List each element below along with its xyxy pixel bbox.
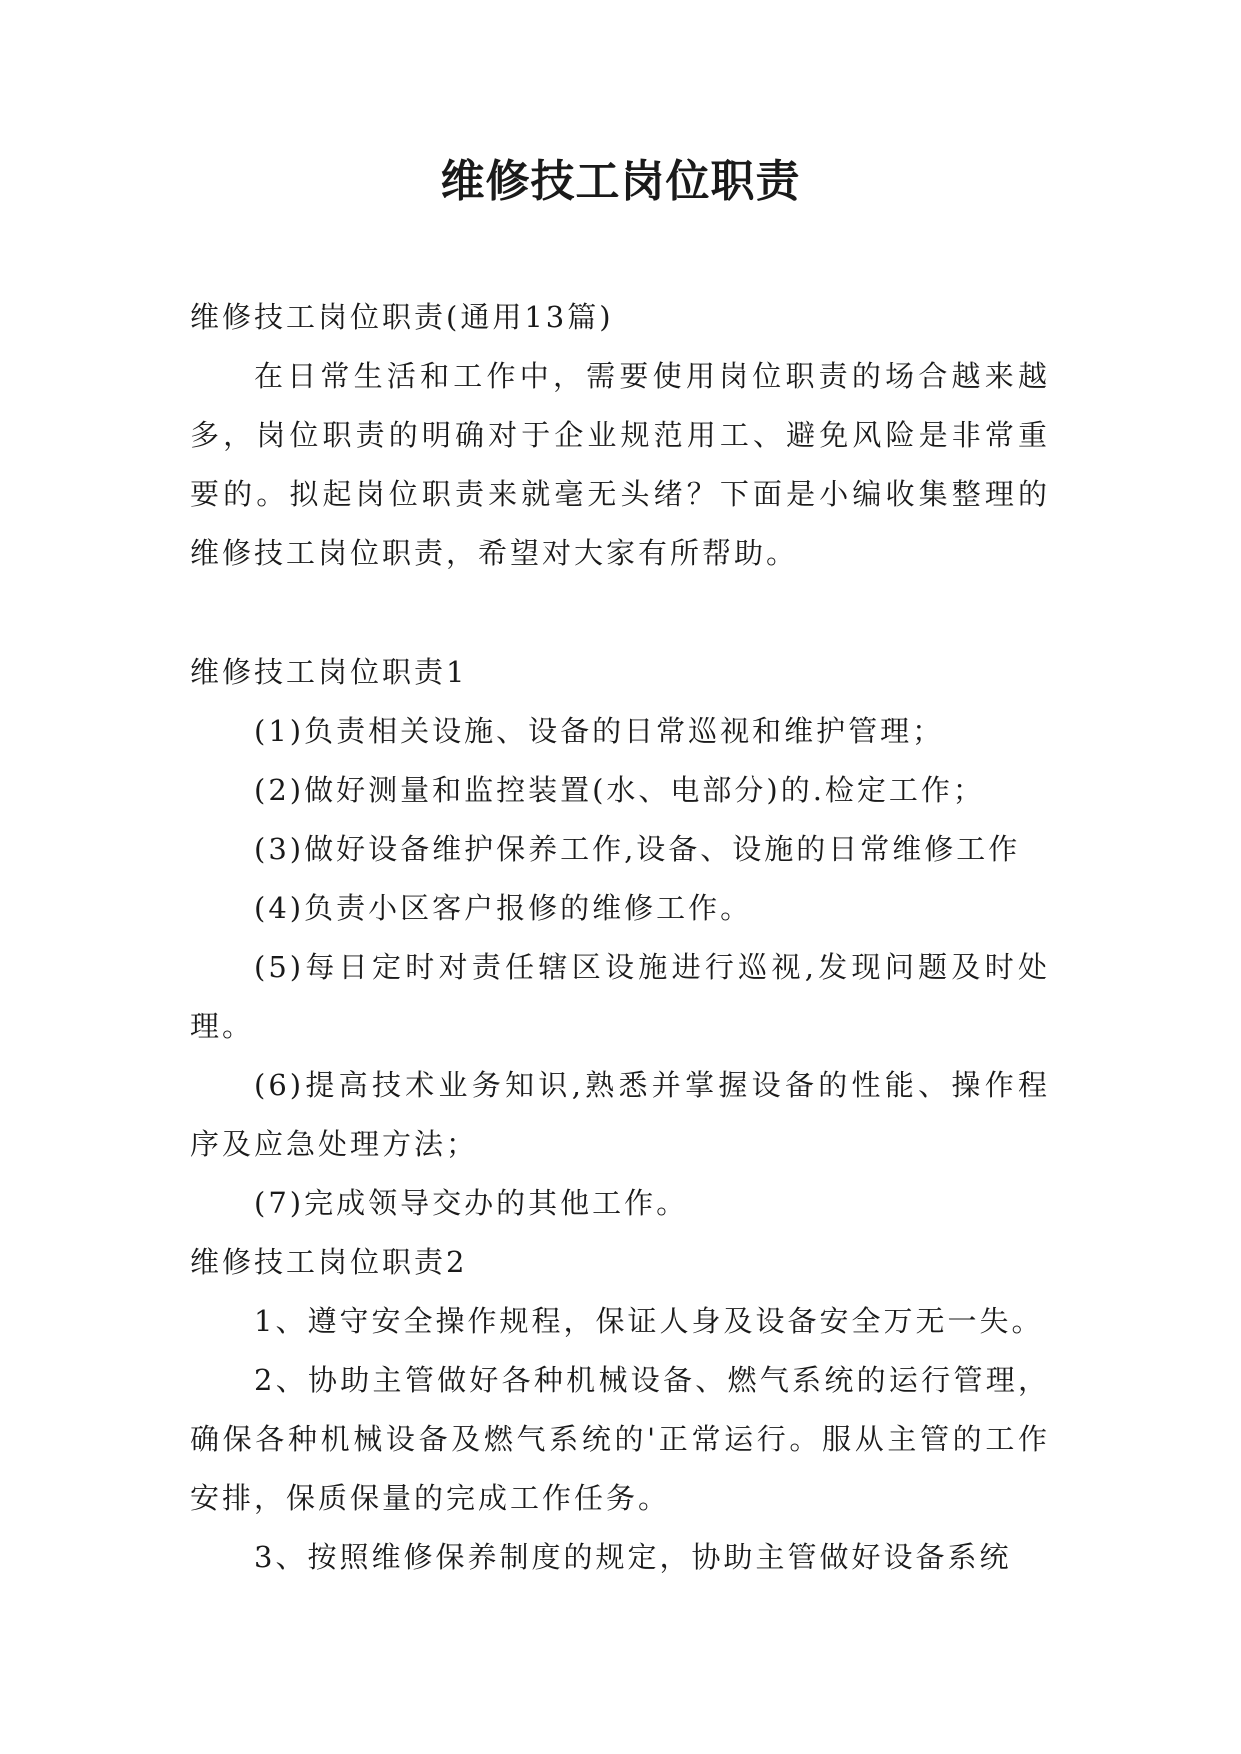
duty-item: 1、遵守安全操作规程，保证人身及设备安全万无一失。 [254,1304,1044,1338]
duty-item: (5)每日定时对责任辖区设施进行巡视,发现问题及时处理。 [190,950,1050,1043]
intro-paragraph: 在日常生活和工作中，需要使用岗位职责的场合越来越多，岗位职责的明确对于企业规范用工、避免风险是非常重要的。拟起岗位职责来就毫无头绪？下面是小编收集整理的维修技工岗位职责，希望对大家有所帮助。 [190,359,1050,570]
duty-item: 3、按照维修保养制度的规定，协助主管做好设备系统 [254,1540,1012,1574]
document-title: 维修技工岗位职责 [440,156,801,207]
duty-item: (6)提高技术业务知识,熟悉并掌握设备的性能、操作程序及应急处理方法； [190,1068,1050,1161]
duty-item: 2、协助主管做好各种机械设备、燃气系统的运行管理，确保各种机械设备及燃气系统的'正常运行。服从主管的工作安排，保质保量的完成工作任务。 [190,1363,1050,1515]
duty-item: (2)做好测量和监控装置(水、电部分)的.检定工作； [254,773,985,807]
section-heading-1: 维修技工岗位职责1 [190,655,468,689]
duty-item: (4)负责小区客户报修的维修工作。 [254,891,753,925]
subtitle-heading: 维修技工岗位职责(通用13篇) [190,300,614,334]
duty-item: (7)完成领导交办的其他工作。 [254,1186,689,1220]
document-body [190,288,1050,1587]
section-heading-2: 维修技工岗位职责2 [190,1245,468,1279]
duty-item: (1)负责相关设施、设备的日常巡视和维护管理； [254,714,945,748]
duty-item: (3)做好设备维护保养工作,设备、设施的日常维修工作 [254,832,1021,866]
